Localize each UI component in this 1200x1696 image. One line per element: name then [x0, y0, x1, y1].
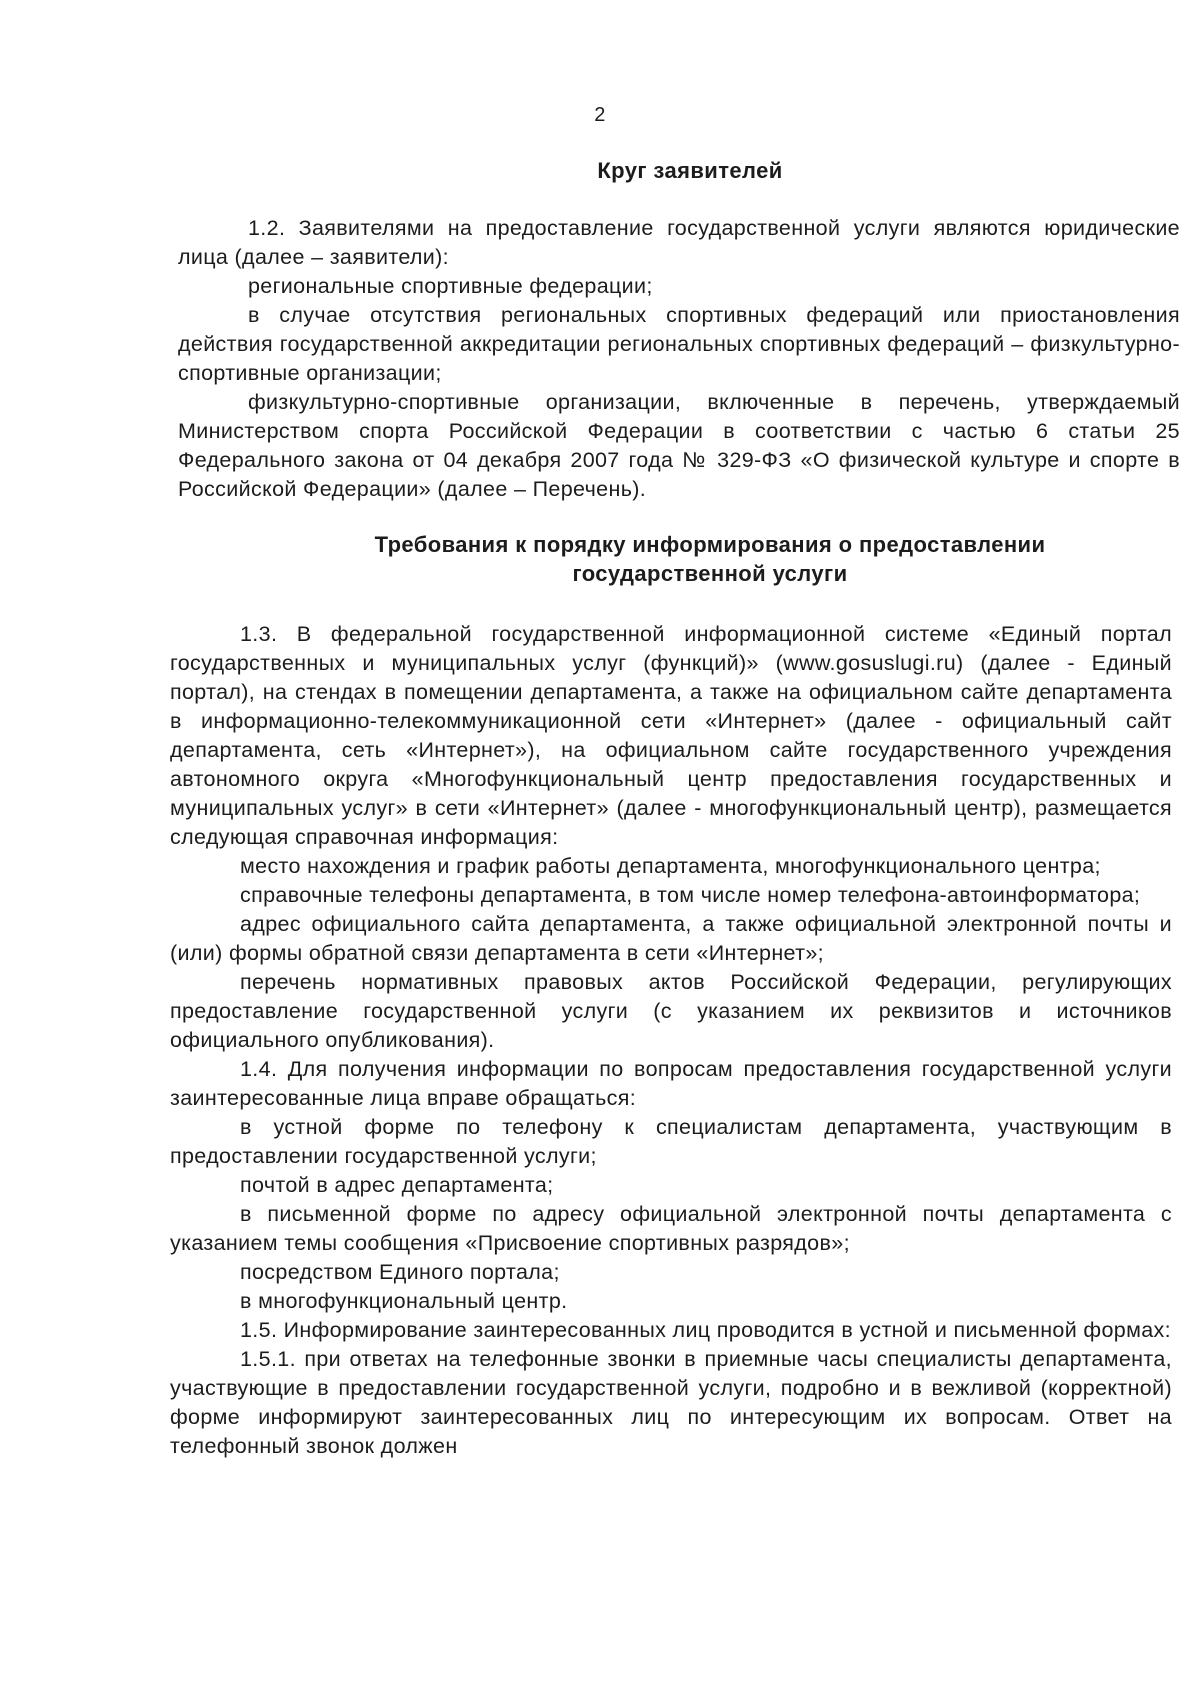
paragraph: справочные телефоны департамента, в том числе номер телефона-автоинформатора;	[240, 883, 1141, 907]
section-applicants-body	[178, 214, 1180, 504]
page-number: 2	[594, 104, 606, 126]
paragraph: перечень нормативных правовых актов Российской Федерации, регулирующих предоставление государственной услуги (с указанием их реквизитов и источников официального опубликования).	[170, 970, 1172, 1052]
paragraph: физкультурно-спортивные организации, включенные в перечень, утверждаемый Министерством спорта Российской Федерации в соответствии с частью 6 статьи 25 Федерального закона от 04 декабря 2007 года № 329-ФЗ «О физической культуре и спорте в Российской Федерации» (далее – Перечень).	[178, 390, 1180, 501]
paragraph: посредством Единого портала;	[240, 1260, 560, 1284]
heading-line: Требования к порядку информирования о предоставлении	[374, 532, 1046, 557]
section-heading-informing-requirements	[300, 530, 1120, 588]
heading-line: государственной услуги	[572, 561, 848, 586]
paragraph: региональные спортивные федерации;	[248, 274, 653, 298]
paragraph: 1.4. Для получения информации по вопросам предоставления государственной услуги заинтересованные лица вправе обращаться:	[170, 1057, 1172, 1110]
paragraph: 1.5.1. при ответах на телефонные звонки в приемные часы специалисты департамента, участвующие в предоставлении государственной услуги, подробно и в вежливой (корректной) форме информируют заинтересованных лиц по интересующим их вопросам. Ответ на телефонный звонок должен	[170, 1347, 1172, 1458]
section-heading-applicants: Круг заявителей	[597, 158, 783, 183]
paragraph: в случае отсутствия региональных спортивных федераций или приостановления действия государственной аккредитации региональных спортивных федераций – физкультурно-спортивные организации;	[178, 303, 1180, 385]
paragraph: в письменной форме по адресу официальной электронной почты департамента с указанием темы сообщения «Присвоение спортивных разрядов»;	[170, 1202, 1172, 1255]
paragraph: в многофункциональный центр.	[240, 1289, 568, 1313]
paragraph: 1.2. Заявителями на предоставление государственной услуги являются юридические лица (далее – заявители):	[178, 216, 1180, 269]
section-informing-body	[170, 620, 1172, 1461]
paragraph: место нахождения и график работы департамента, многофункционального центра;	[240, 854, 1101, 878]
paragraph: адрес официального сайта департамента, а также официальной электронной почты и (или) формы обратной связи департамента в сети «Интернет»;	[170, 912, 1172, 965]
paragraph: в устной форме по телефону к специалистам департамента, участвующим в предоставлении государственной услуги;	[170, 1115, 1172, 1168]
paragraph: 1.3. В федеральной государственной информационной системе «Единый портал государственных и муниципальных услуг (функций)» (www.gosuslugi.ru) (далее - Единый портал), на стендах в помещении департамента, а также на официальном сайте департамента в информационно-телекоммуникационной сети «Интернет» (далее - официальный сайт департамента, сеть «Интернет»), на официальном сайте государственного учреждения автономного округа «Многофункциональный центр предоставления государственных и муниципальных услуг» в сети «Интернет» (далее - многофункциональный центр), размещается следующая справочная информация:	[170, 622, 1172, 849]
paragraph: 1.5. Информирование заинтересованных лиц проводится в устной и письменной формах:	[240, 1318, 1171, 1342]
paragraph: почтой в адрес департамента;	[240, 1173, 554, 1197]
